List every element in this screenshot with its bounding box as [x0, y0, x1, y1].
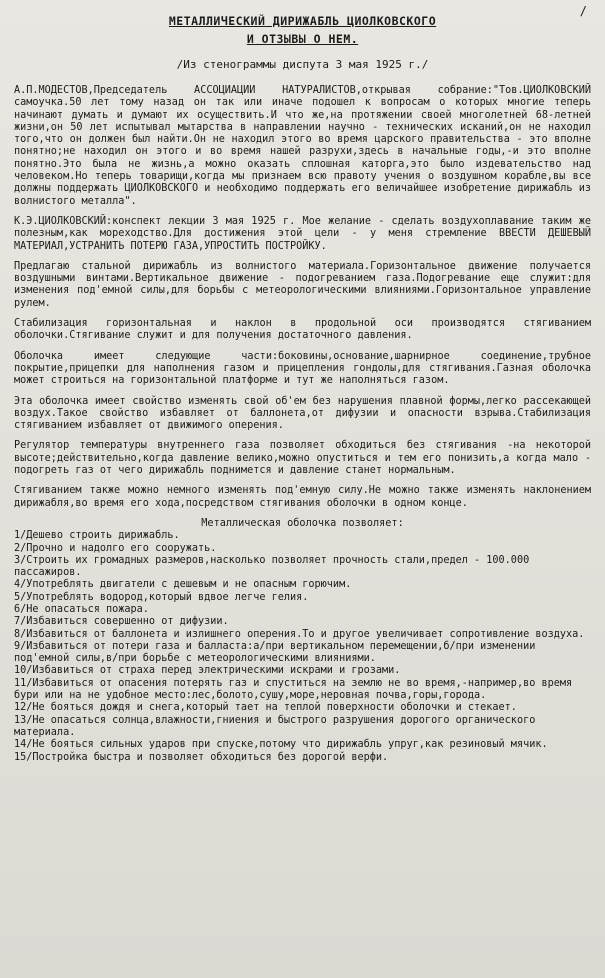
- paragraph-envelope-property: Эта оболочка имеет свойство изменять свой об'ем без нарушения плавной формы,легко рассекающей воздух.Такое свойство избавляет от баллонета,от дифузии и опасности взрыва.Стабилизация стягиванием избавляет от движимого оперения.: [14, 395, 591, 432]
- list-item: 11/Избавиться от опасения потерять газ и спуститься на землю не во время,-например,во время бури или на не удобное место:лес,болото,сушу,море,неровная почва,горы,города.: [14, 677, 573, 702]
- title-line-1: МЕТАЛЛИЧЕСКИЙ ДИРИЖАБЛЬ ЦИОЛКОВСКОГО: [168, 14, 437, 28]
- list-item: 3/Строить их громадных размеров,насколько позволяет прочность стали,предел - 100.000 пассажиров.: [14, 554, 530, 579]
- list-item: 4/Употреблять двигатели с дешевым и не опасным горючим.: [14, 579, 352, 591]
- paragraph-envelope-parts: Оболочка имеет следующие части:боковины,основание,шарнирное соединение,трубное покрытие,прицепки для наполнения газом и прицепления гондолы,для стягивания.Газная оболочка может строиться на горизонтальной платформе и тут же наполняться газом.: [14, 350, 591, 387]
- paragraph-proposal: Предлагаю стальной дирижабль из волнистого материала.Горизонтальное движение получается воздушными винтами.Вертикальное движение - подогреванием газа.Подогревание еще служит:для изменения под'емной силы,для борьбы с метеорологическими влияниями.Горизонтальное управление рулем.: [14, 260, 591, 309]
- list-item: 1/Дешево строить дирижабль.: [14, 530, 180, 542]
- title-line-2: И ОТЗЫВЫ О НЕМ.: [246, 32, 359, 46]
- paragraph-modestov: А.П.МОДЕСТОВ,Председатель АССОЦИАЦИИ НАТУРАЛИСТОВ,открывая собрание:"Тов.ЦИОЛКОВСКИЙ самоучка.50 лет тому назад он так или иначе подошел к вопросам о которых многие теперь начинают думать и думают их осуществить.И что же,на протяжении своей многолетней 68-летней жизни,он 50 лет испытывал мытарства в направлении научно - технических исканий,он не находил того,что он должен был найти.Он не находил этого во время царского правительства - это вполне понятно;не находил он этого и во время нашей разрухи,здесь в начальные годы,-и это вполне понятно.Это была не жизнь,а можно оказать сплошная каторга,это было издевательство над человеком.Но теперь товарищи,когда мы признаем всю правоту учения о воздушном корабле,вы все должны поддержать ЦИОЛКОВСКОГО и необходимо поддержать его величайшее изобретение дирижабль из волнистого металла".: [14, 85, 591, 207]
- advantages-list: [14, 530, 591, 764]
- list-item: 12/Не бояться дождя и снега,который тает на теплой поверхности оболочки и стекает.: [14, 702, 517, 714]
- list-item: 10/Избавиться от страха перед электрическими искрами и грозами.: [14, 665, 401, 677]
- list-item: 7/Избавиться совершенно от дифузии.: [14, 616, 229, 628]
- list-item: 8/Избавиться от баллонета и излишнего оперения.То и другое увеличивает сопротивление воздуха.: [14, 628, 585, 640]
- list-item: 2/Прочно и надолго его сооружать.: [14, 542, 217, 554]
- paragraph-stabilization: Стабилизация горизонтальная и наклон в продольной оси производятся стягиванием оболочки.Стягивание служит и для получения достаточного давления.: [14, 318, 591, 342]
- list-heading: Металлическая оболочка позволяет:: [201, 517, 404, 529]
- list-item: 9/Избавиться от потери газа и балласта:а/при вертикальном перемещении,б/при изменении под'емной силы,в/при борьбе с метеорологическими влияниями.: [14, 640, 536, 665]
- list-item: 14/Не бояться сильных ударов при спуске,потому что дирижабль упруг,как резиновый мячик.: [14, 739, 548, 751]
- corner-mark: /: [579, 4, 587, 18]
- subtitle: /Из стенограммы диспута 3 мая 1925 г./: [176, 58, 429, 71]
- paragraph-temperature: Регулятор температуры внутреннего газа позволяет обходиться без стягивания -на некоторой высоте;действительно,когда давление велико,можно опуститься и тем его понизить,а когда мало - подогреть газ от чего дирижабль поднимется и давление станет нормальным.: [14, 440, 591, 477]
- list-item: 15/Постройка быстра и позволяет обходиться без дорогой верфи.: [14, 751, 389, 763]
- list-item: 6/Не опасаться пожара.: [14, 603, 149, 615]
- paragraph-lift: Стягиванием также можно немного изменять под'емную силу.Не можно также изменять наклонением дирижабля,во время его хода,посредством стягивания оболочки в одном конце.: [14, 485, 591, 509]
- list-item: 13/Не опасаться солнца,влажности,гниения и быстрого разрушения дорогого органического материала.: [14, 714, 536, 738]
- paragraph-tsiolkovsky-intro: К.Э.ЦИОЛКОВСКИЙ:конспект лекции 3 мая 1925 г. Мое желание - сделать воздухоплавание таким же полезным,как мореходство.Для достижения этой цели - у меня стремление ВВЕСТИ ДЕШЕВЫЙ МАТЕРИАЛ,УСТРАНИТЬ ПОТЕРЮ ГАЗА,УПРОСТИТЬ ПОСТРОЙКУ.: [14, 215, 591, 252]
- list-item: 5/Употреблять водород,который вдвое легче гелия.: [14, 591, 309, 603]
